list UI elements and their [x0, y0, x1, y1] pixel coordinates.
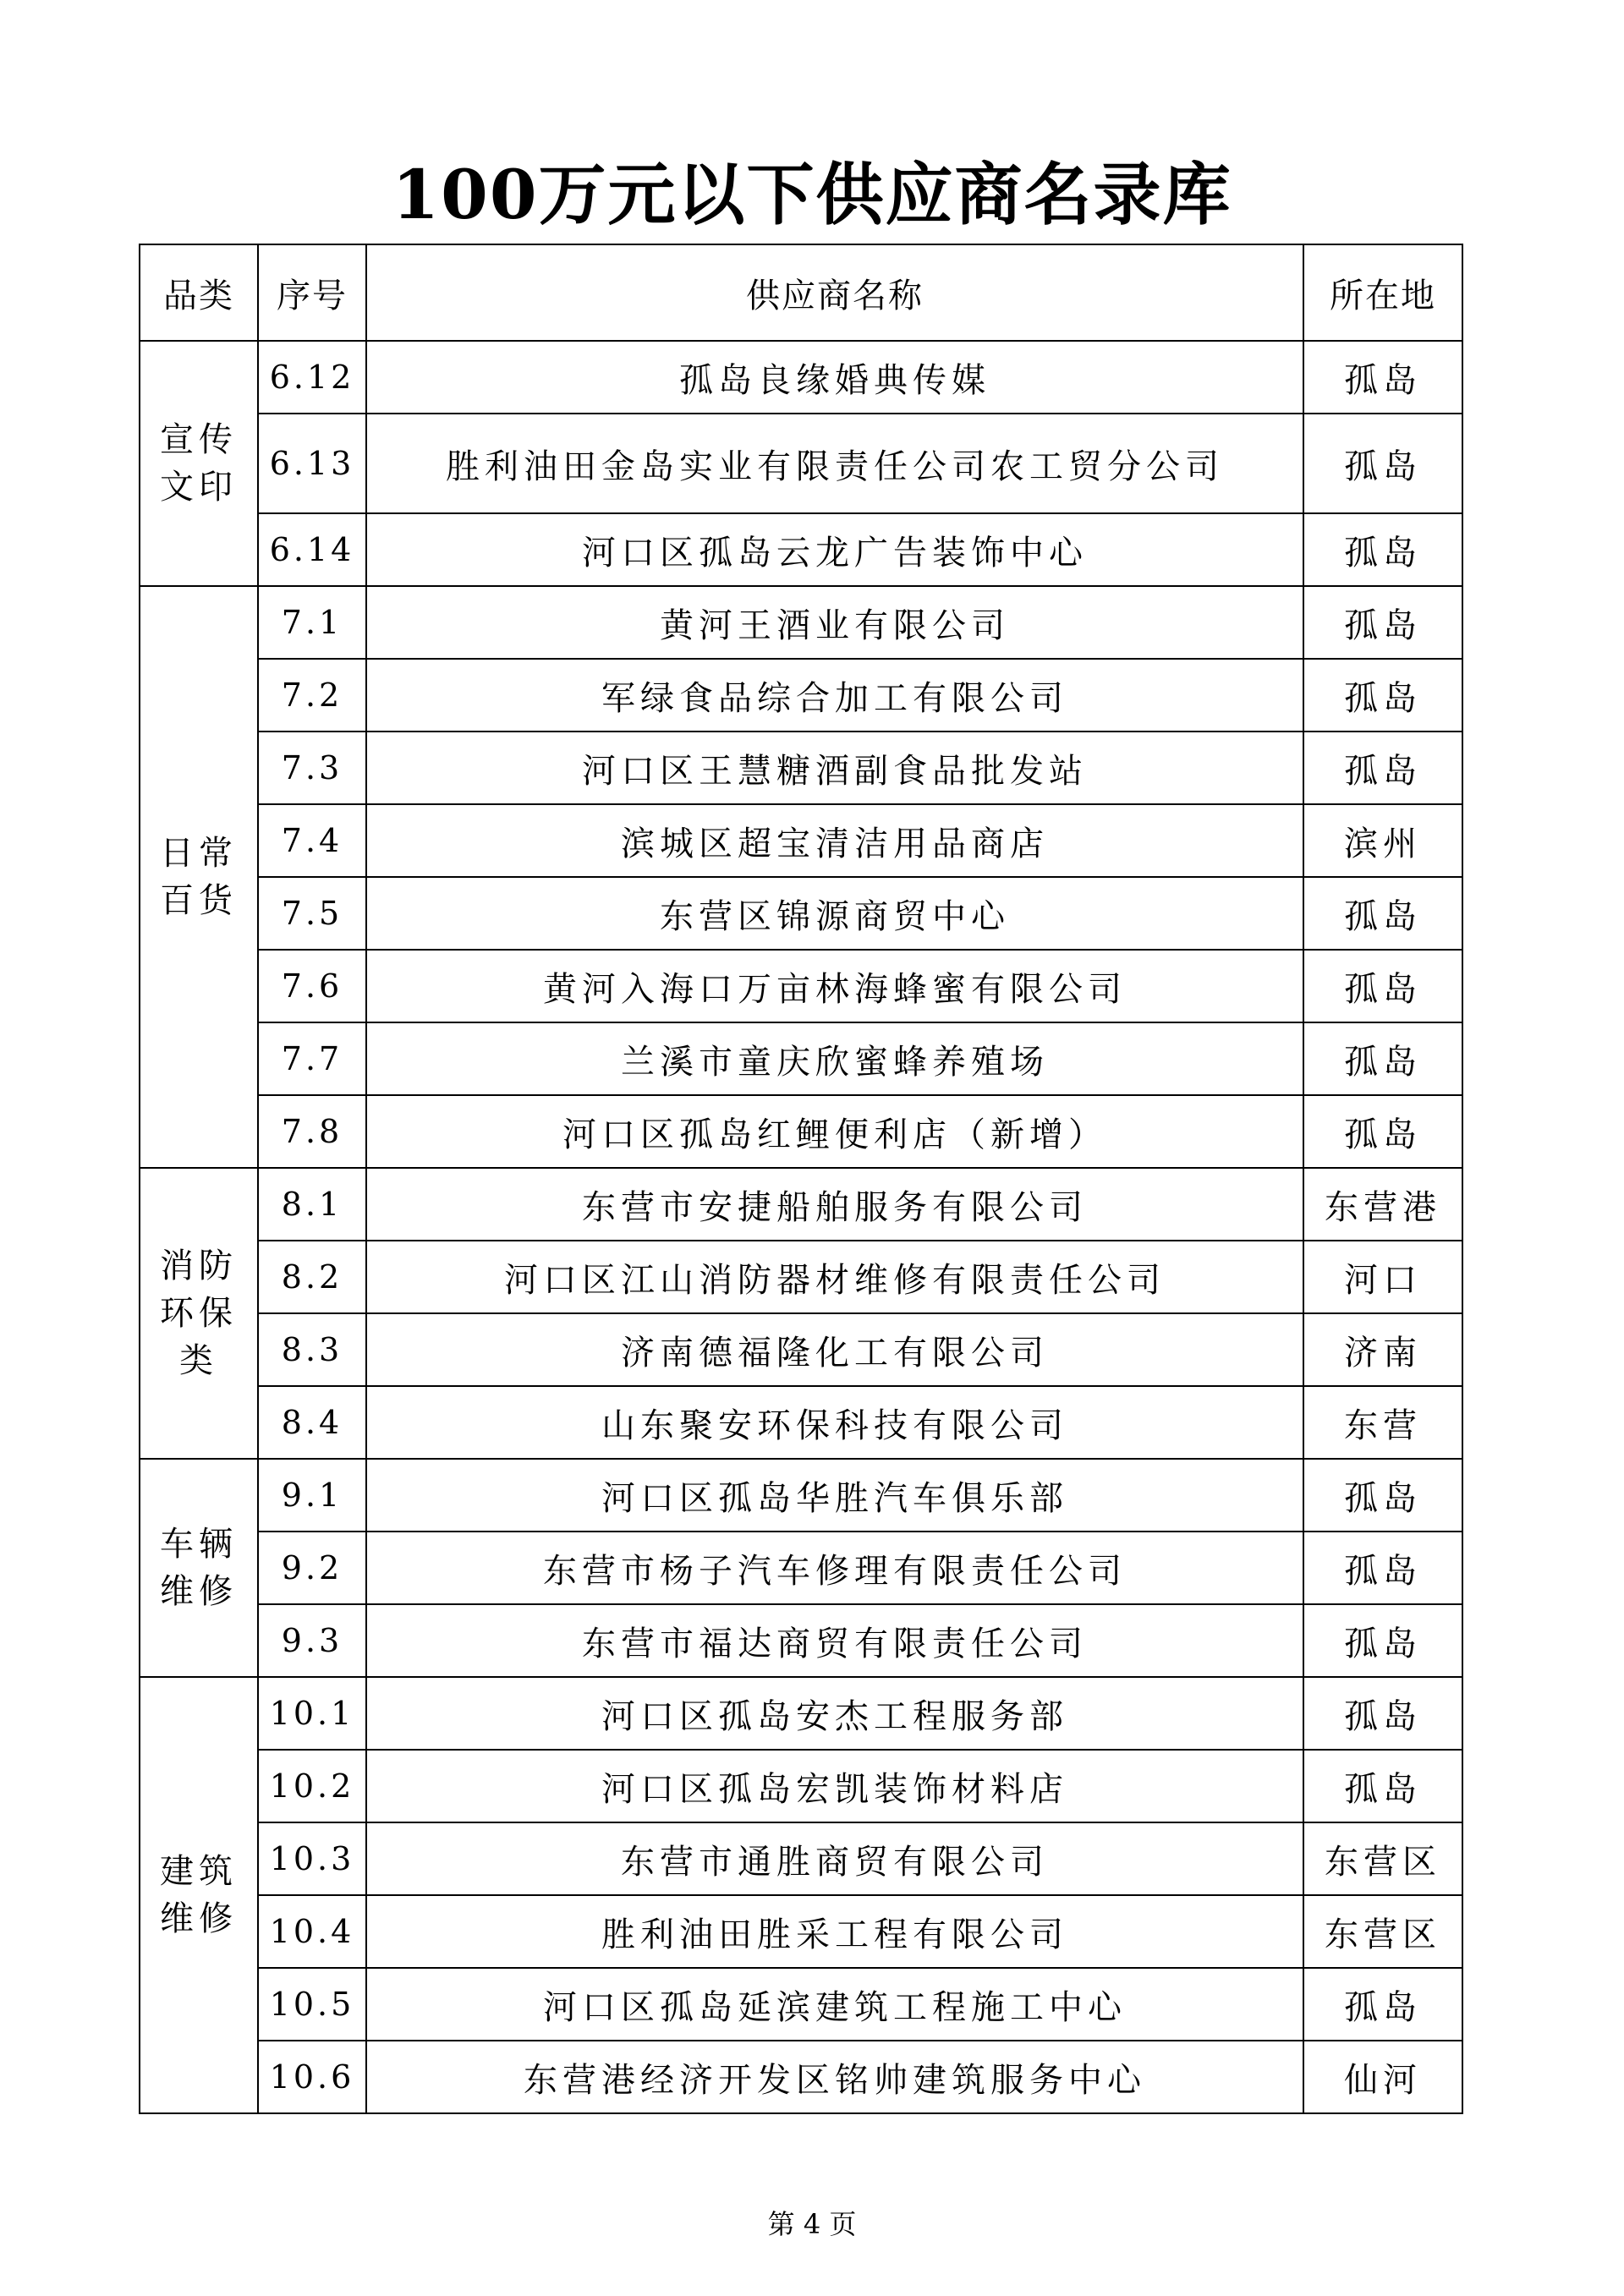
supplier-name-cell: 胜利油田金岛实业有限责任公司农工贸分公司	[366, 414, 1303, 513]
location-cell: 孤岛	[1303, 1022, 1462, 1095]
row-number-cell: 10.2	[258, 1750, 366, 1822]
location-cell: 孤岛	[1303, 950, 1462, 1022]
row-number-cell: 10.1	[258, 1677, 366, 1750]
table-row	[140, 513, 1462, 586]
location-cell: 东营区	[1303, 1822, 1462, 1895]
table-row	[140, 950, 1462, 1022]
location-cell: 孤岛	[1303, 414, 1462, 513]
supplier-name-cell: 河口区孤岛延滨建筑工程施工中心	[366, 1968, 1303, 2041]
location-cell: 孤岛	[1303, 341, 1462, 414]
table-row	[140, 414, 1462, 513]
location-cell: 孤岛	[1303, 586, 1462, 659]
table-row	[140, 732, 1462, 804]
row-number-cell: 6.12	[258, 341, 366, 414]
supplier-name-cell: 东营市杨子汽车修理有限责任公司	[366, 1532, 1303, 1604]
supplier-name-cell: 滨城区超宝清洁用品商店	[366, 804, 1303, 877]
row-number-cell: 6.14	[258, 513, 366, 586]
table-header-row	[140, 244, 1462, 341]
location-cell: 孤岛	[1303, 732, 1462, 804]
location-cell: 济南	[1303, 1313, 1462, 1386]
location-cell: 孤岛	[1303, 1532, 1462, 1604]
header-category: 品类	[140, 244, 258, 341]
table-row	[140, 2041, 1462, 2113]
category-cell: 消防环保类	[140, 1168, 258, 1459]
supplier-name-cell: 黄河王酒业有限公司	[366, 586, 1303, 659]
supplier-name-cell: 河口区王慧糖酒副食品批发站	[366, 732, 1303, 804]
row-number-cell: 7.3	[258, 732, 366, 804]
location-cell: 孤岛	[1303, 1968, 1462, 2041]
supplier-name-cell: 东营市福达商贸有限责任公司	[366, 1604, 1303, 1677]
supplier-name-cell: 河口区孤岛安杰工程服务部	[366, 1677, 1303, 1750]
supplier-table	[139, 244, 1463, 2114]
supplier-name-cell: 孤岛良缘婚典传媒	[366, 341, 1303, 414]
page-number: 第 4 页	[767, 2208, 857, 2240]
category-cell: 建筑维修	[140, 1677, 258, 2113]
location-cell: 孤岛	[1303, 877, 1462, 950]
location-cell: 东营港	[1303, 1168, 1462, 1241]
table-row	[140, 1022, 1462, 1095]
page-title: 100万元以下供应商名录库	[392, 155, 1232, 234]
table-row	[140, 1750, 1462, 1822]
table-row	[140, 586, 1462, 659]
location-cell: 孤岛	[1303, 1604, 1462, 1677]
supplier-name-cell: 济南德福隆化工有限公司	[366, 1313, 1303, 1386]
location-cell: 仙河	[1303, 2041, 1462, 2113]
row-number-cell: 9.3	[258, 1604, 366, 1677]
location-cell: 孤岛	[1303, 659, 1462, 732]
location-cell: 滨州	[1303, 804, 1462, 877]
location-cell: 东营区	[1303, 1895, 1462, 1968]
supplier-name-cell: 河口区孤岛宏凯装饰材料店	[366, 1750, 1303, 1822]
row-number-cell: 10.3	[258, 1822, 366, 1895]
supplier-name-cell: 军绿食品综合加工有限公司	[366, 659, 1303, 732]
row-number-cell: 7.1	[258, 586, 366, 659]
row-number-cell: 7.7	[258, 1022, 366, 1095]
supplier-name-cell: 河口区孤岛云龙广告装饰中心	[366, 513, 1303, 586]
table-row	[140, 1822, 1462, 1895]
table-row	[140, 804, 1462, 877]
location-cell: 孤岛	[1303, 1750, 1462, 1822]
location-cell: 东营	[1303, 1386, 1462, 1459]
row-number-cell: 7.4	[258, 804, 366, 877]
table-row	[140, 1313, 1462, 1386]
row-number-cell: 8.2	[258, 1241, 366, 1313]
table-row	[140, 1386, 1462, 1459]
supplier-name-cell: 河口区孤岛红鲤便利店（新增）	[366, 1095, 1303, 1168]
supplier-name-cell: 山东聚安环保科技有限公司	[366, 1386, 1303, 1459]
table-row	[140, 1968, 1462, 2041]
table-row	[140, 1459, 1462, 1532]
location-cell: 孤岛	[1303, 1459, 1462, 1532]
category-cell: 日常百货	[140, 586, 258, 1168]
row-number-cell: 9.2	[258, 1532, 366, 1604]
supplier-name-cell: 胜利油田胜采工程有限公司	[366, 1895, 1303, 1968]
supplier-name-cell: 东营港经济开发区铭帅建筑服务中心	[366, 2041, 1303, 2113]
table-row	[140, 1095, 1462, 1168]
table-row	[140, 877, 1462, 950]
row-number-cell: 7.5	[258, 877, 366, 950]
location-cell: 河口	[1303, 1241, 1462, 1313]
table-row	[140, 1604, 1462, 1677]
row-number-cell: 8.3	[258, 1313, 366, 1386]
supplier-name-cell: 兰溪市童庆欣蜜蜂养殖场	[366, 1022, 1303, 1095]
header-number: 序号	[258, 244, 366, 341]
supplier-name-cell: 黄河入海口万亩林海蜂蜜有限公司	[366, 950, 1303, 1022]
row-number-cell: 9.1	[258, 1459, 366, 1532]
row-number-cell: 8.4	[258, 1386, 366, 1459]
location-cell: 孤岛	[1303, 513, 1462, 586]
table-row	[140, 659, 1462, 732]
supplier-name-cell: 河口区孤岛华胜汽车俱乐部	[366, 1459, 1303, 1532]
row-number-cell: 10.4	[258, 1895, 366, 1968]
row-number-cell: 7.2	[258, 659, 366, 732]
table-row	[140, 341, 1462, 414]
supplier-name-cell: 河口区江山消防器材维修有限责任公司	[366, 1241, 1303, 1313]
supplier-name-cell: 东营区锦源商贸中心	[366, 877, 1303, 950]
row-number-cell: 7.6	[258, 950, 366, 1022]
table-row	[140, 1168, 1462, 1241]
table-body	[140, 341, 1462, 2113]
table-row	[140, 1895, 1462, 1968]
location-cell: 孤岛	[1303, 1677, 1462, 1750]
table-row	[140, 1677, 1462, 1750]
row-number-cell: 8.1	[258, 1168, 366, 1241]
row-number-cell: 10.5	[258, 1968, 366, 2041]
supplier-name-cell: 东营市安捷船舶服务有限公司	[366, 1168, 1303, 1241]
header-location: 所在地	[1303, 244, 1462, 341]
table-row	[140, 1532, 1462, 1604]
table-row	[140, 1241, 1462, 1313]
row-number-cell: 7.8	[258, 1095, 366, 1168]
header-supplier-name: 供应商名称	[366, 244, 1303, 341]
location-cell: 孤岛	[1303, 1095, 1462, 1168]
supplier-name-cell: 东营市通胜商贸有限公司	[366, 1822, 1303, 1895]
category-cell: 宣传文印	[140, 341, 258, 586]
row-number-cell: 6.13	[258, 414, 366, 513]
category-cell: 车辆维修	[140, 1459, 258, 1677]
row-number-cell: 10.6	[258, 2041, 366, 2113]
